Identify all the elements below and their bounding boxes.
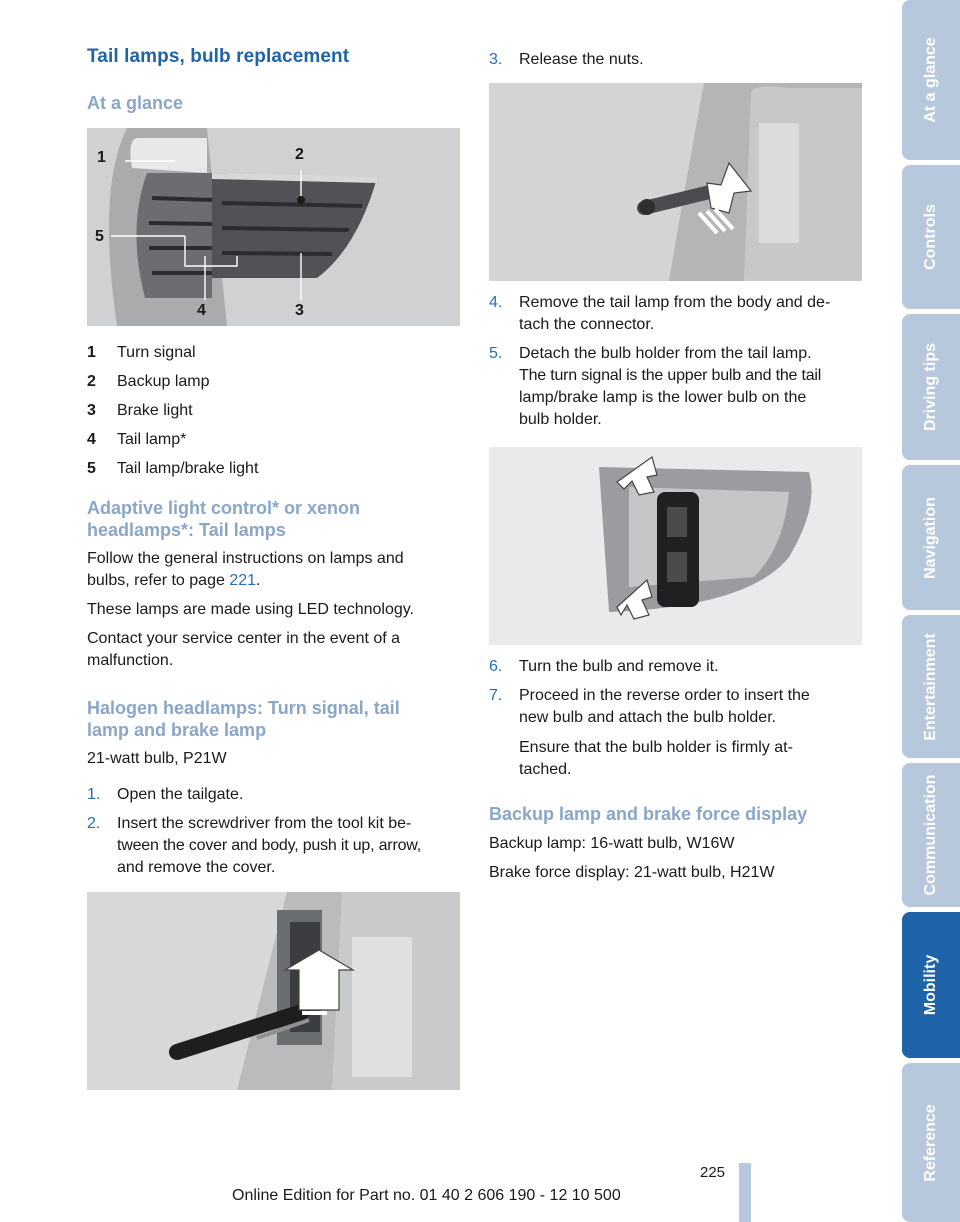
section-title: Tail lamps, bulb replacement (87, 46, 350, 67)
halogen-heading-line2: lamp and brake lamp (87, 720, 267, 740)
adaptive-paragraph-1 (87, 548, 460, 592)
step-number: 7. (489, 687, 503, 704)
legend-item (87, 396, 460, 425)
step-7-note-line2: tached. (519, 761, 572, 778)
step-text: Release the nuts. (519, 51, 644, 68)
step-4-line1: Remove the tail lamp from the body and de- (519, 294, 831, 311)
legend-number: 1 (87, 343, 96, 361)
tab-label: Mobility (922, 954, 939, 1016)
tab-driving-tips[interactable] (902, 314, 960, 460)
step-2-line3: and remove the cover. (117, 859, 276, 876)
step-text (117, 813, 460, 879)
adaptive-p1-period: . (256, 572, 261, 589)
step-2-line2: tween the cover and body, push it up, arrow, (117, 837, 421, 854)
adaptive-light-heading (87, 497, 360, 541)
legend-number: 4 (87, 430, 96, 448)
chapter-sidebar (902, 0, 960, 1222)
figure-callout-2: 2 (295, 146, 304, 163)
adaptive-p1-line1: Follow the general instructions on lamps and (87, 550, 404, 567)
step-5 (489, 343, 862, 431)
page-number: 225 (700, 1164, 726, 1181)
tab-label: At a glance (922, 37, 939, 123)
legend-text: Brake light (117, 401, 193, 419)
release-nuts-figure (489, 83, 862, 281)
adaptive-p3-line2: malfunction. (87, 652, 174, 669)
step-text: Open the tailgate. (117, 786, 244, 803)
step-7 (489, 685, 862, 729)
footer-edition-text: Online Edition for Part no. 01 40 2 606 190 - 12 10 500 (232, 1187, 621, 1204)
legend-text: Tail lamp/brake light (117, 459, 259, 477)
figure-callout-4: 4 (197, 302, 206, 319)
legend-item (87, 338, 460, 367)
figure-legend (87, 338, 460, 483)
tab-navigation[interactable] (902, 465, 960, 610)
step-4 (489, 292, 862, 336)
step-2 (87, 813, 460, 879)
tab-label: Navigation (922, 496, 939, 579)
step-5-line2: The turn signal is the upper bulb and the tail (519, 367, 822, 384)
step-number: 5. (489, 345, 503, 362)
step-number: 6. (489, 658, 503, 675)
step-number: 1. (87, 786, 101, 803)
step-6 (489, 656, 862, 678)
adaptive-p3-line1: Contact your service center in the event of a (87, 630, 401, 647)
step-7-line2: new bulb and attach the bulb holder. (519, 709, 777, 726)
adaptive-paragraph-2: These lamps are made using LED technology. (87, 601, 414, 618)
adaptive-heading-line2: headlamps*: Tail lamps (87, 520, 286, 540)
legend-item (87, 367, 460, 396)
step-text: Turn the bulb and remove it. (519, 658, 719, 675)
figure-callout-3: 3 (295, 302, 304, 319)
step-4-line2: tach the connector. (519, 316, 655, 333)
adaptive-p1-line2: bulbs, refer to page (87, 572, 230, 589)
bulb-holder-illustration (489, 447, 862, 645)
release-nuts-illustration (489, 83, 862, 281)
step-7-note-line1: Ensure that the bulb holder is firmly at- (519, 739, 793, 756)
tab-reference[interactable] (902, 1063, 960, 1222)
legend-number: 5 (87, 459, 96, 477)
step-number: 3. (489, 51, 503, 68)
step-number: 4. (489, 294, 503, 311)
step-5-line4: bulb holder. (519, 411, 602, 428)
figure-callout-1: 1 (97, 149, 106, 166)
figure-callout-5: 5 (95, 228, 104, 245)
legend-item (87, 454, 460, 483)
step-text (519, 343, 862, 431)
tab-controls[interactable] (902, 165, 960, 309)
halogen-bulb-spec: 21-watt bulb, P21W (87, 750, 227, 767)
at-a-glance-heading: At a glance (87, 93, 184, 113)
step-5-line1: Detach the bulb holder from the tail lamp. (519, 345, 812, 362)
legend-number: 3 (87, 401, 96, 419)
tab-mobility[interactable] (902, 912, 960, 1058)
step-7-line1: Proceed in the reverse order to insert the (519, 687, 810, 704)
adaptive-paragraph-3 (87, 628, 460, 672)
step-text (519, 685, 862, 729)
tab-communication[interactable] (902, 763, 960, 907)
legend-item (87, 425, 460, 454)
legend-text: Turn signal (117, 343, 196, 361)
adaptive-heading-line1: Adaptive light control* or xenon (87, 498, 361, 518)
step-1 (87, 784, 460, 806)
step-3 (489, 49, 862, 71)
page-reference-link[interactable]: 221 (229, 572, 257, 589)
brake-force-spec: Brake force display: 21-watt bulb, H21W (489, 864, 775, 881)
step-5-line3: lamp/brake lamp is the lower bulb on the (519, 389, 807, 406)
step-number: 2. (87, 815, 101, 832)
page-marker-bar (739, 1163, 751, 1222)
tail-lamp-illustration (87, 128, 460, 326)
screwdriver-illustration (87, 892, 460, 1090)
legend-number: 2 (87, 372, 96, 390)
legend-text: Tail lamp* (117, 430, 187, 448)
tab-label: Driving tips (922, 342, 939, 432)
tab-label: Reference (922, 1103, 939, 1182)
backup-lamp-spec: Backup lamp: 16-watt bulb, W16W (489, 835, 735, 852)
tab-label: Controls (922, 204, 939, 270)
legend-text: Backup lamp (117, 372, 210, 390)
tab-label: Entertainment (922, 632, 939, 741)
step-2-line1: Insert the screwdriver from the tool kit be- (117, 815, 412, 832)
step-text (519, 292, 862, 336)
tab-entertainment[interactable] (902, 615, 960, 758)
screwdriver-cover-figure (87, 892, 460, 1090)
bulb-holder-figure (489, 447, 862, 645)
tail-lamp-overview-figure (87, 128, 460, 326)
tab-at-a-glance[interactable] (902, 0, 960, 160)
step-7-note (519, 737, 862, 781)
backup-lamp-heading: Backup lamp and brake force display (489, 804, 808, 824)
tab-label: Communication (922, 774, 939, 896)
halogen-heading (87, 697, 400, 741)
halogen-heading-line1: Halogen headlamps: Turn signal, tail (87, 698, 400, 718)
